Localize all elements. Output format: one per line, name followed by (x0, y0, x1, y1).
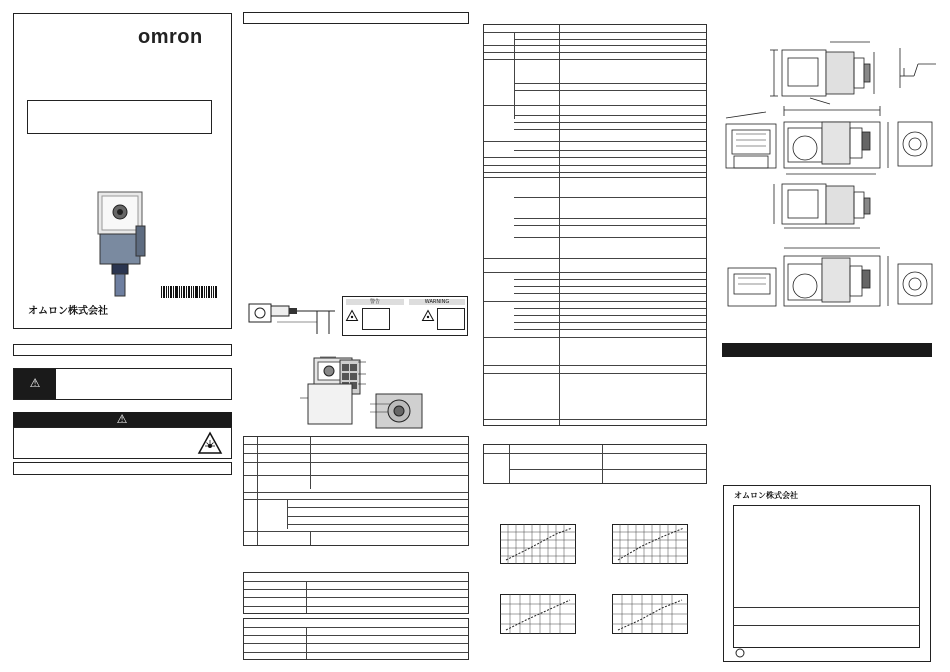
ratings-table (483, 444, 707, 484)
product-image (96, 190, 148, 300)
warning-triangle-icon: ⚠ (29, 376, 41, 390)
dimension-drawing-front-2 (726, 244, 936, 316)
cable-diagram (247, 296, 337, 336)
section-heading-box (13, 344, 232, 356)
characteristic-chart (612, 524, 688, 564)
laser-hazard-icon (198, 432, 222, 454)
label-warning-en: WARNING (409, 299, 465, 305)
spec-table-small (243, 618, 469, 660)
part-names-table (243, 436, 469, 546)
laser-hazard-icon (422, 310, 434, 321)
characteristic-chart (500, 594, 576, 634)
characteristic-chart (612, 594, 688, 634)
label-caution-jp: 警告 (346, 299, 404, 305)
info-strip (13, 462, 232, 475)
title-box (27, 100, 212, 134)
laser-hazard-icon (346, 310, 358, 321)
section-heading-bar (722, 343, 932, 357)
section-heading-box (243, 12, 469, 24)
barcode-icon (161, 286, 217, 298)
warning-triangle-icon: ⚠ (116, 412, 128, 426)
company-name: オムロン株式会社 (28, 306, 108, 317)
dimension-detail (896, 48, 936, 88)
dimension-drawing-top-2 (770, 178, 890, 232)
dimension-drawing-top (770, 42, 900, 104)
circle-mark-icon (735, 648, 745, 658)
back-cover-company: オムロン株式会社 (734, 491, 798, 500)
label-text-box (437, 308, 465, 330)
divider (733, 625, 920, 626)
contact-box (733, 505, 920, 648)
label-text-box (362, 308, 390, 330)
characteristic-chart (500, 524, 576, 564)
specifications-table (483, 24, 707, 426)
spec-table-small (243, 572, 469, 614)
part-names-diagram (300, 354, 430, 430)
divider (733, 607, 920, 608)
brand-logo: omron (138, 26, 203, 48)
dimension-drawing-front-1 (726, 104, 936, 180)
